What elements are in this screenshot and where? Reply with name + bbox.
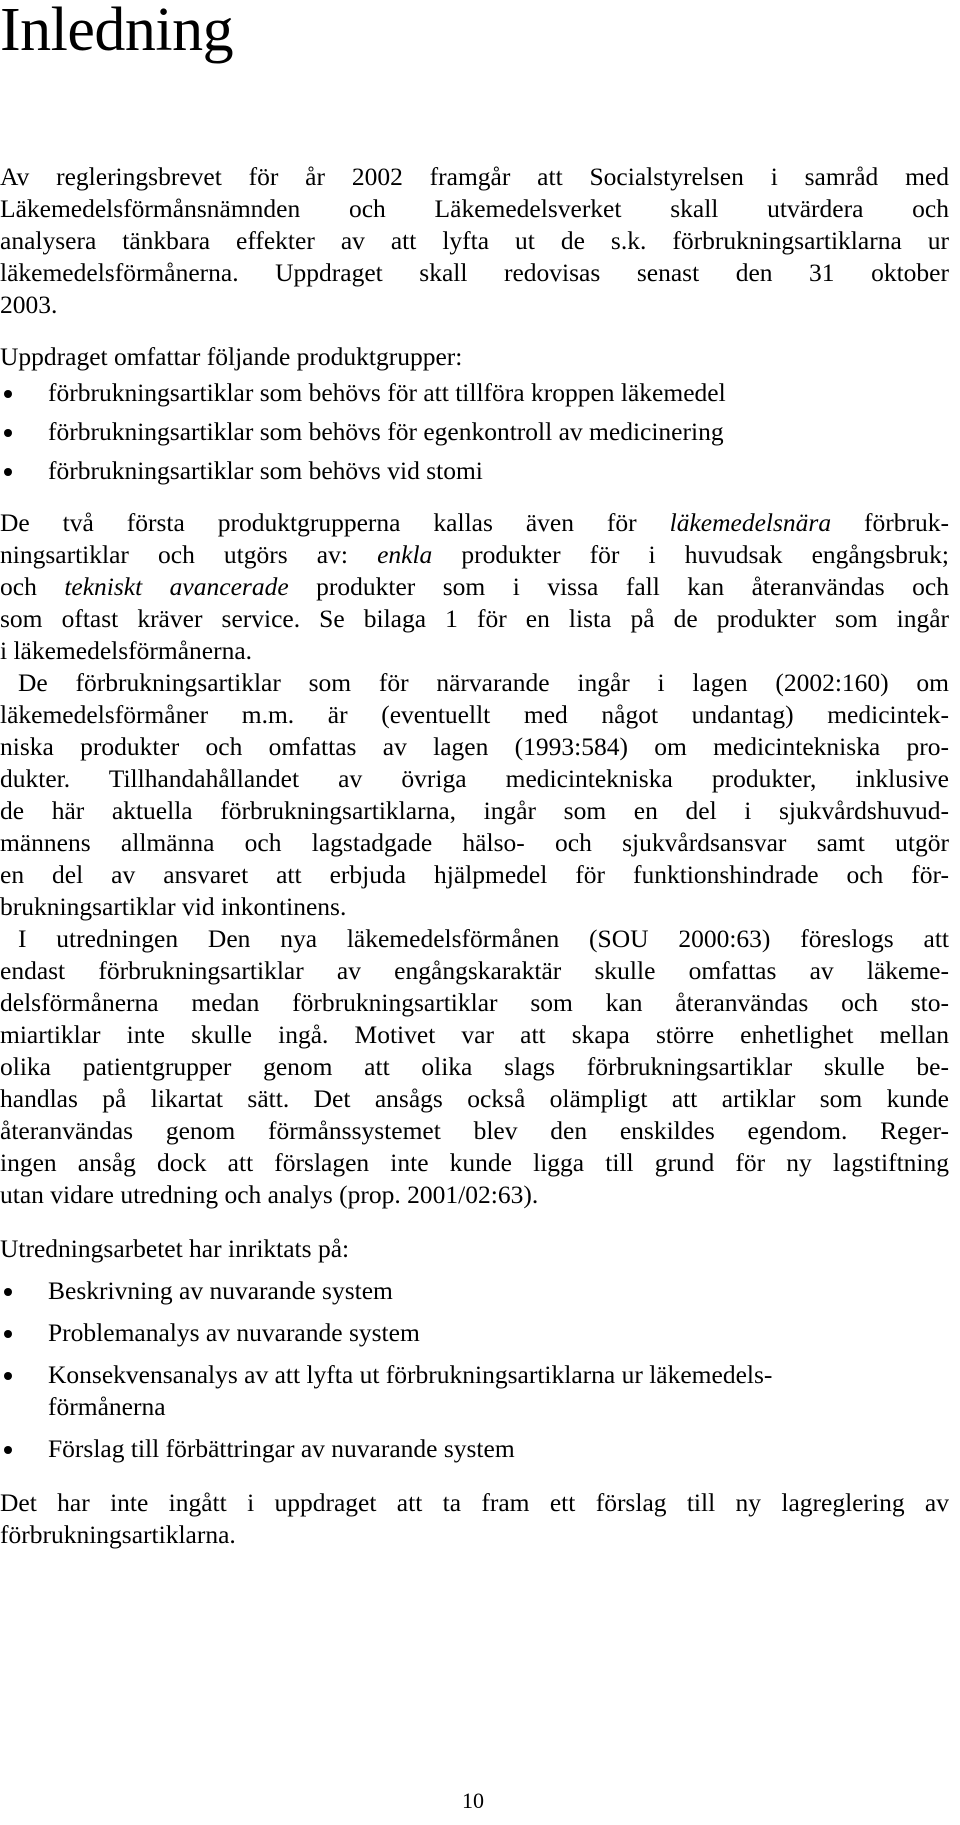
list-item: förbrukningsartiklar som behövs vid stomi (48, 456, 483, 485)
para1-line: 2003. (0, 290, 58, 319)
bullet-icon (4, 1330, 12, 1338)
para5-line: återanvändas genom förmånssystemet blev den enskildes egendom. Reger- (0, 1116, 949, 1145)
bullet-icon (4, 468, 12, 476)
para4-line: De förbrukningsartiklar som för närvarande ingår i lagen (2002:160) om (18, 668, 949, 697)
para5-line: utan vidare utredning och analys (prop. 2001/02:63). (0, 1180, 539, 1209)
para1-line: läkemedelsförmånerna. Uppdraget skall redovisas senast den 31 oktober (0, 258, 949, 287)
para5-line: endast förbrukningsartiklar av engångskaraktär skulle omfattas av läkeme- (0, 956, 949, 985)
text-run: De två första produktgrupperna kallas även för (0, 508, 670, 537)
bullet-icon (4, 390, 12, 398)
page-number: 10 (462, 1788, 484, 1813)
para7-line: Det har inte ingått i uppdraget att ta fram ett förslag till ny lagreglering av (0, 1488, 949, 1517)
list-item: Beskrivning av nuvarande system (48, 1276, 393, 1305)
list-item: förbrukningsartiklar som behövs för egenkontroll av medicinering (48, 417, 724, 446)
para5-line: delsförmånerna medan förbrukningsartiklar som kan återanvändas och sto- (0, 988, 949, 1017)
para3-line: i läkemedelsförmånerna. (0, 636, 253, 665)
list-item-continuation: förmånerna (48, 1392, 166, 1421)
list-intro: Uppdraget omfattar följande produktgrupper: (0, 342, 463, 371)
list-intro: Utredningsarbetet har inriktats på: (0, 1234, 350, 1263)
text-run: ningsartiklar och utgörs av: (0, 540, 378, 569)
para3-line (0, 540, 949, 570)
bullet-icon (4, 1288, 12, 1296)
text-run: produkter för i huvudsak engångsbruk; (432, 540, 949, 569)
list-item: Konsekvensanalys av att lyfta ut förbrukningsartiklarna ur läkemedels- (48, 1360, 773, 1389)
para5-line: ingen ansåg dock att förslagen inte kunde ligga till grund för ny lagstiftning (0, 1148, 949, 1177)
para5-line: handlas på likartat sätt. Det ansågs också olämpligt att artiklar som kunde (0, 1084, 949, 1113)
para4-line: läkemedelsförmåner m.m. är (eventuellt med något undantag) medicintek- (0, 700, 949, 729)
para3-line: som oftast kräver service. Se bilaga 1 för en lista på de produkter som ingår (0, 604, 949, 633)
emphasis: tekniskt avancerade (64, 572, 289, 601)
text-run: förbruk- (831, 508, 949, 537)
emphasis: läkemedelsnära (669, 508, 832, 537)
list-item: Förslag till förbättringar av nuvarande system (48, 1434, 515, 1463)
para4-line: männens allmänna och lagstadgade hälso- och sjukvårdsansvar samt utgör (0, 828, 949, 857)
para4-line: de här aktuella förbrukningsartiklarna, ingår som en del i sjukvårdshuvud- (0, 796, 949, 825)
para4-line: en del av ansvaret att erbjuda hjälpmedel för funktionshindrade och för- (0, 860, 949, 889)
para5-line: I utredningen Den nya läkemedelsförmånen (SOU 2000:63) föreslogs att (18, 924, 949, 953)
list-item: förbrukningsartiklar som behövs för att tillföra kroppen läkemedel (48, 378, 726, 407)
para5-line: miartiklar inte skulle ingå. Motivet var att skapa större enhetlighet mellan (0, 1020, 949, 1049)
para3-line (0, 572, 949, 602)
text-run: och (0, 572, 65, 601)
para5-line: olika patientgrupper genom att olika slags förbrukningsartiklar skulle be- (0, 1052, 949, 1081)
emphasis: enkla (377, 540, 433, 569)
page-title: Inledning (0, 0, 234, 64)
para1-line: analysera tänkbara effekter av att lyfta ut de s.k. förbrukningsartiklarna ur (0, 226, 949, 255)
para4-line: niska produkter och omfattas av lagen (1993:584) om medicintekniska pro- (0, 732, 949, 761)
para4-line: brukningsartiklar vid inkontinens. (0, 892, 347, 921)
bullet-icon (4, 1372, 12, 1380)
para4-line: dukter. Tillhandahållandet av övriga medicintekniska produkter, inklusive (0, 764, 949, 793)
text-run: produkter som i vissa fall kan återanvändas och (288, 572, 950, 601)
para1-line: Läkemedelsförmånsnämnden och Läkemedelsverket skall utvärdera och (0, 194, 949, 223)
para7-line: förbrukningsartiklarna. (0, 1520, 236, 1549)
para1-line: Av regleringsbrevet för år 2002 framgår att Socialstyrelsen i samråd med (0, 162, 949, 191)
list-item: Problemanalys av nuvarande system (48, 1318, 420, 1347)
bullet-icon (4, 429, 12, 437)
para3-line (0, 508, 949, 538)
bullet-icon (4, 1446, 12, 1454)
